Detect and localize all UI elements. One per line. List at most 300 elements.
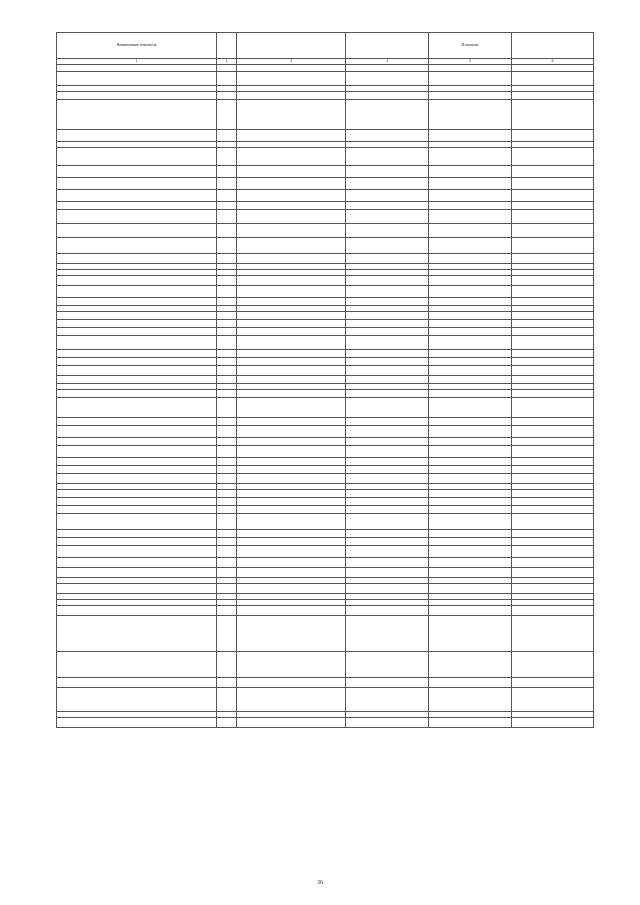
column-number: 6 — [512, 59, 594, 65]
row-classification — [237, 426, 346, 438]
column-number: 3 — [237, 59, 346, 65]
column-number: 2 — [217, 59, 237, 65]
row-name — [57, 190, 217, 202]
row-approved-amount — [346, 350, 429, 358]
table-row — [57, 584, 594, 594]
row-executed-amount — [429, 238, 512, 254]
row-code — [217, 72, 237, 86]
table-row — [57, 376, 594, 384]
row-name — [57, 100, 217, 130]
row-unexecuted-amount — [512, 514, 594, 530]
row-name — [57, 474, 217, 484]
row-approved-amount — [346, 328, 429, 336]
row-approved-amount — [346, 426, 429, 438]
row-approved-amount — [346, 358, 429, 366]
table-row — [57, 358, 594, 366]
row-executed-amount — [429, 474, 512, 484]
row-unexecuted-amount — [512, 72, 594, 86]
column-number: 4 — [346, 59, 429, 65]
row-name — [57, 652, 217, 678]
table-header-row — [57, 33, 594, 59]
table-row — [57, 130, 594, 142]
row-name — [57, 328, 217, 336]
row-name — [57, 376, 217, 384]
table-row — [57, 538, 594, 546]
row-classification — [237, 72, 346, 86]
row-code — [217, 584, 237, 594]
row-name — [57, 65, 217, 72]
row-code — [217, 530, 237, 538]
row-approved-amount — [346, 166, 429, 178]
row-classification — [237, 616, 346, 652]
row-approved-amount — [346, 376, 429, 384]
row-name — [57, 130, 217, 142]
row-code — [217, 92, 237, 100]
table-row — [57, 678, 594, 688]
row-code — [217, 438, 237, 446]
table-row — [57, 606, 594, 616]
row-classification — [237, 490, 346, 498]
row-name — [57, 238, 217, 254]
row-code — [217, 336, 237, 350]
row-name — [57, 276, 217, 286]
row-approved-amount — [346, 130, 429, 142]
table-row — [57, 458, 594, 466]
row-classification — [237, 336, 346, 350]
table-row — [57, 530, 594, 538]
table-row — [57, 498, 594, 506]
row-unexecuted-amount — [512, 652, 594, 678]
row-classification — [237, 210, 346, 224]
row-unexecuted-amount — [512, 166, 594, 178]
row-executed-amount — [429, 178, 512, 190]
row-name — [57, 514, 217, 530]
table-row — [57, 652, 594, 678]
row-executed-amount — [429, 466, 512, 474]
table-row — [57, 446, 594, 458]
row-approved-amount — [346, 148, 429, 166]
row-code — [217, 65, 237, 72]
table-row — [57, 568, 594, 578]
row-executed-amount — [429, 336, 512, 350]
row-unexecuted-amount — [512, 298, 594, 306]
row-classification — [237, 100, 346, 130]
row-classification — [237, 92, 346, 100]
row-unexecuted-amount — [512, 65, 594, 72]
table-row — [57, 210, 594, 224]
row-approved-amount — [346, 65, 429, 72]
row-unexecuted-amount — [512, 202, 594, 210]
row-executed-amount — [429, 584, 512, 594]
row-unexecuted-amount — [512, 466, 594, 474]
row-code — [217, 718, 237, 728]
row-unexecuted-amount — [512, 328, 594, 336]
row-code — [217, 474, 237, 484]
row-executed-amount — [429, 418, 512, 426]
row-executed-amount — [429, 438, 512, 446]
row-approved-amount — [346, 92, 429, 100]
row-executed-amount — [429, 366, 512, 376]
row-executed-amount — [429, 398, 512, 418]
row-code — [217, 210, 237, 224]
row-approved-amount — [346, 438, 429, 446]
row-approved-amount — [346, 418, 429, 426]
row-name — [57, 312, 217, 320]
row-approved-amount — [346, 498, 429, 506]
row-unexecuted-amount — [512, 530, 594, 538]
row-executed-amount — [429, 286, 512, 298]
row-classification — [237, 446, 346, 458]
row-code — [217, 466, 237, 474]
row-name — [57, 224, 217, 238]
row-classification — [237, 584, 346, 594]
row-approved-amount — [346, 688, 429, 712]
row-unexecuted-amount — [512, 606, 594, 616]
row-approved-amount — [346, 584, 429, 594]
row-executed-amount — [429, 350, 512, 358]
table-row — [57, 398, 594, 418]
row-code — [217, 490, 237, 498]
row-approved-amount — [346, 474, 429, 484]
row-name — [57, 538, 217, 546]
row-executed-amount — [429, 514, 512, 530]
row-approved-amount — [346, 568, 429, 578]
table-row — [57, 65, 594, 72]
row-executed-amount — [429, 558, 512, 568]
row-classification — [237, 688, 346, 712]
row-executed-amount — [429, 148, 512, 166]
page-number: 36 — [317, 880, 323, 886]
row-unexecuted-amount — [512, 438, 594, 446]
row-approved-amount — [346, 616, 429, 652]
table-row — [57, 286, 594, 298]
row-classification — [237, 718, 346, 728]
row-classification — [237, 546, 346, 558]
row-executed-amount — [429, 298, 512, 306]
row-code — [217, 652, 237, 678]
row-approved-amount — [346, 538, 429, 546]
row-approved-amount — [346, 254, 429, 264]
table-row — [57, 312, 594, 320]
row-code — [217, 546, 237, 558]
row-approved-amount — [346, 202, 429, 210]
header-executed: Исполнено — [429, 33, 512, 59]
row-classification — [237, 390, 346, 398]
column-number: 5 — [429, 59, 512, 65]
row-code — [217, 276, 237, 286]
row-executed-amount — [429, 498, 512, 506]
row-unexecuted-amount — [512, 418, 594, 426]
table-row — [57, 390, 594, 398]
row-code — [217, 678, 237, 688]
row-unexecuted-amount — [512, 446, 594, 458]
row-executed-amount — [429, 190, 512, 202]
row-unexecuted-amount — [512, 538, 594, 546]
row-approved-amount — [346, 458, 429, 466]
row-unexecuted-amount — [512, 130, 594, 142]
row-code — [217, 178, 237, 190]
header-unexecuted — [512, 33, 594, 59]
row-approved-amount — [346, 224, 429, 238]
row-executed-amount — [429, 328, 512, 336]
row-classification — [237, 312, 346, 320]
row-unexecuted-amount — [512, 718, 594, 728]
row-name — [57, 530, 217, 538]
row-classification — [237, 190, 346, 202]
row-executed-amount — [429, 652, 512, 678]
row-name — [57, 350, 217, 358]
row-approved-amount — [346, 366, 429, 376]
table-row — [57, 616, 594, 652]
budget-execution-table — [56, 32, 594, 728]
row-classification — [237, 438, 346, 446]
row-classification — [237, 238, 346, 254]
row-code — [217, 350, 237, 358]
row-approved-amount — [346, 398, 429, 418]
row-classification — [237, 652, 346, 678]
table-row — [57, 474, 594, 484]
row-classification — [237, 498, 346, 506]
row-code — [217, 366, 237, 376]
row-executed-amount — [429, 130, 512, 142]
row-code — [217, 286, 237, 298]
row-executed-amount — [429, 688, 512, 712]
row-unexecuted-amount — [512, 546, 594, 558]
row-classification — [237, 366, 346, 376]
row-unexecuted-amount — [512, 336, 594, 350]
header-code — [217, 33, 237, 59]
row-executed-amount — [429, 72, 512, 86]
row-approved-amount — [346, 606, 429, 616]
row-unexecuted-amount — [512, 568, 594, 578]
table-row — [57, 366, 594, 376]
row-classification — [237, 320, 346, 328]
row-unexecuted-amount — [512, 458, 594, 466]
row-approved-amount — [346, 530, 429, 538]
row-executed-amount — [429, 538, 512, 546]
row-unexecuted-amount — [512, 558, 594, 568]
row-approved-amount — [346, 286, 429, 298]
row-code — [217, 568, 237, 578]
row-code — [217, 498, 237, 506]
row-approved-amount — [346, 100, 429, 130]
row-executed-amount — [429, 210, 512, 224]
row-executed-amount — [429, 202, 512, 210]
row-name — [57, 490, 217, 498]
row-code — [217, 514, 237, 530]
row-code — [217, 458, 237, 466]
row-code — [217, 254, 237, 264]
row-code — [217, 376, 237, 384]
row-approved-amount — [346, 490, 429, 498]
row-executed-amount — [429, 458, 512, 466]
row-classification — [237, 474, 346, 484]
row-classification — [237, 514, 346, 530]
row-unexecuted-amount — [512, 224, 594, 238]
row-approved-amount — [346, 466, 429, 474]
row-classification — [237, 538, 346, 546]
row-code — [217, 100, 237, 130]
row-approved-amount — [346, 678, 429, 688]
table-row — [57, 72, 594, 86]
row-executed-amount — [429, 390, 512, 398]
row-name — [57, 92, 217, 100]
row-unexecuted-amount — [512, 190, 594, 202]
row-name — [57, 546, 217, 558]
table-row — [57, 202, 594, 210]
row-name — [57, 148, 217, 166]
row-name — [57, 418, 217, 426]
row-classification — [237, 286, 346, 298]
row-name — [57, 398, 217, 418]
row-approved-amount — [346, 718, 429, 728]
row-name — [57, 616, 217, 652]
row-unexecuted-amount — [512, 498, 594, 506]
row-code — [217, 418, 237, 426]
row-executed-amount — [429, 376, 512, 384]
table-row — [57, 148, 594, 166]
row-name — [57, 506, 217, 514]
row-unexecuted-amount — [512, 358, 594, 366]
table-row — [57, 92, 594, 100]
row-name — [57, 202, 217, 210]
table-row — [57, 490, 594, 498]
table-row — [57, 418, 594, 426]
row-unexecuted-amount — [512, 92, 594, 100]
row-code — [217, 558, 237, 568]
row-unexecuted-amount — [512, 616, 594, 652]
row-approved-amount — [346, 652, 429, 678]
row-classification — [237, 328, 346, 336]
row-unexecuted-amount — [512, 350, 594, 358]
row-unexecuted-amount — [512, 376, 594, 384]
row-approved-amount — [346, 390, 429, 398]
table-row — [57, 238, 594, 254]
row-unexecuted-amount — [512, 320, 594, 328]
row-approved-amount — [346, 238, 429, 254]
row-classification — [237, 376, 346, 384]
row-code — [217, 298, 237, 306]
row-approved-amount — [346, 320, 429, 328]
row-unexecuted-amount — [512, 688, 594, 712]
row-code — [217, 688, 237, 712]
row-executed-amount — [429, 65, 512, 72]
row-unexecuted-amount — [512, 506, 594, 514]
row-code — [217, 312, 237, 320]
row-executed-amount — [429, 530, 512, 538]
row-classification — [237, 350, 346, 358]
row-executed-amount — [429, 446, 512, 458]
row-unexecuted-amount — [512, 474, 594, 484]
row-unexecuted-amount — [512, 276, 594, 286]
table-row — [57, 426, 594, 438]
row-name — [57, 606, 217, 616]
row-executed-amount — [429, 606, 512, 616]
row-classification — [237, 398, 346, 418]
row-name — [57, 178, 217, 190]
row-name — [57, 466, 217, 474]
row-code — [217, 606, 237, 616]
row-executed-amount — [429, 276, 512, 286]
row-name — [57, 498, 217, 506]
row-name — [57, 166, 217, 178]
row-code — [217, 130, 237, 142]
row-name — [57, 320, 217, 328]
row-code — [217, 238, 237, 254]
row-classification — [237, 678, 346, 688]
row-unexecuted-amount — [512, 398, 594, 418]
row-unexecuted-amount — [512, 390, 594, 398]
row-executed-amount — [429, 166, 512, 178]
table-row — [57, 350, 594, 358]
row-code — [217, 320, 237, 328]
table-row — [57, 506, 594, 514]
row-code — [217, 358, 237, 366]
column-number: 1 — [57, 59, 217, 65]
row-code — [217, 616, 237, 652]
row-executed-amount — [429, 312, 512, 320]
row-approved-amount — [346, 558, 429, 568]
row-code — [217, 328, 237, 336]
row-code — [217, 506, 237, 514]
row-unexecuted-amount — [512, 254, 594, 264]
row-executed-amount — [429, 92, 512, 100]
row-unexecuted-amount — [512, 178, 594, 190]
row-code — [217, 426, 237, 438]
header-approved — [346, 33, 429, 59]
row-executed-amount — [429, 320, 512, 328]
row-unexecuted-amount — [512, 678, 594, 688]
row-approved-amount — [346, 178, 429, 190]
row-approved-amount — [346, 546, 429, 558]
row-name — [57, 718, 217, 728]
row-code — [217, 166, 237, 178]
row-executed-amount — [429, 506, 512, 514]
table-row — [57, 688, 594, 712]
row-name — [57, 298, 217, 306]
row-unexecuted-amount — [512, 148, 594, 166]
row-name — [57, 358, 217, 366]
row-code — [217, 398, 237, 418]
table-row — [57, 328, 594, 336]
row-approved-amount — [346, 210, 429, 224]
row-code — [217, 202, 237, 210]
row-approved-amount — [346, 190, 429, 202]
row-classification — [237, 298, 346, 306]
row-classification — [237, 418, 346, 426]
row-name — [57, 72, 217, 86]
row-classification — [237, 530, 346, 538]
row-executed-amount — [429, 100, 512, 130]
row-classification — [237, 130, 346, 142]
row-name — [57, 286, 217, 298]
row-classification — [237, 558, 346, 568]
row-classification — [237, 178, 346, 190]
row-name — [57, 254, 217, 264]
row-approved-amount — [346, 276, 429, 286]
row-unexecuted-amount — [512, 426, 594, 438]
row-name — [57, 678, 217, 688]
row-name — [57, 210, 217, 224]
table-row — [57, 438, 594, 446]
row-name — [57, 558, 217, 568]
row-approved-amount — [346, 514, 429, 530]
table-row — [57, 254, 594, 264]
table-row — [57, 298, 594, 306]
row-name — [57, 366, 217, 376]
row-name — [57, 446, 217, 458]
table-row — [57, 558, 594, 568]
